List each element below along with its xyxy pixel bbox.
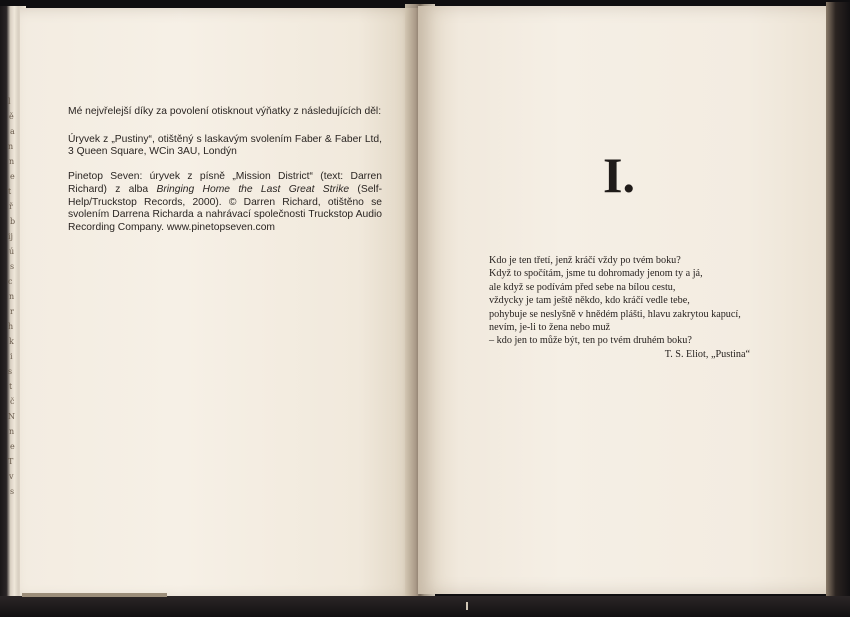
epigraph-line: Kdo je ten třetí, jenž kráčí vždy po tvém boku? <box>489 255 681 266</box>
edge-glyph: l <box>8 97 11 106</box>
edge-glyph: h <box>8 322 14 331</box>
edge-glyph: n <box>9 157 15 166</box>
edge-glyph: a <box>10 127 15 136</box>
edge-glyph: ú <box>9 247 15 256</box>
page-bottom-lip <box>22 593 167 597</box>
epigraph-line: nevím, je-li to žena nebo muž <box>489 322 611 334</box>
edge-glyph: s <box>10 487 15 496</box>
edge-glyph: č <box>10 397 15 406</box>
excerpt-credit-2 <box>68 171 382 234</box>
edge-glyph: t <box>8 187 12 196</box>
part-numeral: I. <box>603 147 635 203</box>
album-title: Bringing Home the Last Great Strike <box>156 183 350 195</box>
edge-glyph: i <box>10 352 13 361</box>
paper-mark <box>466 602 468 610</box>
edge-glyph: T <box>8 457 14 466</box>
edge-glyph: n <box>9 427 15 436</box>
epigraph-line: Když to spočítám, jsme tu dohromady jenom ty a já, <box>489 268 703 280</box>
edge-glyph: e <box>10 172 15 181</box>
edge-glyph: b <box>10 217 16 226</box>
edge-glyph: ij <box>8 232 14 241</box>
epigraph-line: – kdo jen to může být, ten po tvém druhém boku? <box>489 335 692 347</box>
edge-glyph: ě <box>9 112 14 121</box>
epigraph-line: ale když se podívám před sebe na bílou cestu, <box>489 281 676 293</box>
excerpt-2-rest: (Self-Help/Truckstop Records, 2000). © Darren Richard, otištěno se svolením Darrena Richarda a nahrávací společnosti Truckstop Audio Recording Company. www.pinetopseven.com <box>68 183 383 233</box>
edge-glyph: c <box>8 277 13 286</box>
edge-glyph: n <box>9 292 15 301</box>
edge-glyph: v <box>9 472 14 481</box>
excerpt-2-intro: Pinetop Seven: úryvek z písně „Mission District“ (text: Darren Richard) z alba <box>68 171 382 195</box>
edge-glyph: k <box>9 337 14 346</box>
right-edge-shadow <box>826 2 850 614</box>
edge-glyph: r <box>10 307 14 316</box>
epigraph-line: vždycky je tam ještě někdo, kdo kráčí vedle tebe, <box>489 295 690 307</box>
acknowledgement-text: Mé nejvřelejší díky za povolení otisknout výňatky z následujících děl: <box>68 106 382 117</box>
bottom-background <box>0 596 850 617</box>
edge-glyph: t <box>9 382 13 391</box>
edge-glyph: e <box>10 442 15 451</box>
edge-glyph: ř <box>9 202 13 211</box>
epigraph <box>489 254 759 348</box>
left-page <box>20 8 418 600</box>
excerpt-credit-1: Úryvek z „Pustiny“, otištěný s laskavým svolením Faber & Faber Ltd, 3 Queen Square, WCin 3AU, Londýn <box>68 133 382 158</box>
edge-glyph: N <box>8 412 15 421</box>
edge-glyph: s <box>8 367 13 376</box>
epigraph-attribution: T. S. Eliot, „Pustina“ <box>664 349 750 360</box>
edge-glyph: s <box>10 262 15 271</box>
credits-block <box>68 106 382 247</box>
edge-glyph: n <box>8 142 14 151</box>
epigraph-line: pohybuje se neslyšně v hnědém plášti, hlavu zakrytou kapucí, <box>489 308 741 320</box>
